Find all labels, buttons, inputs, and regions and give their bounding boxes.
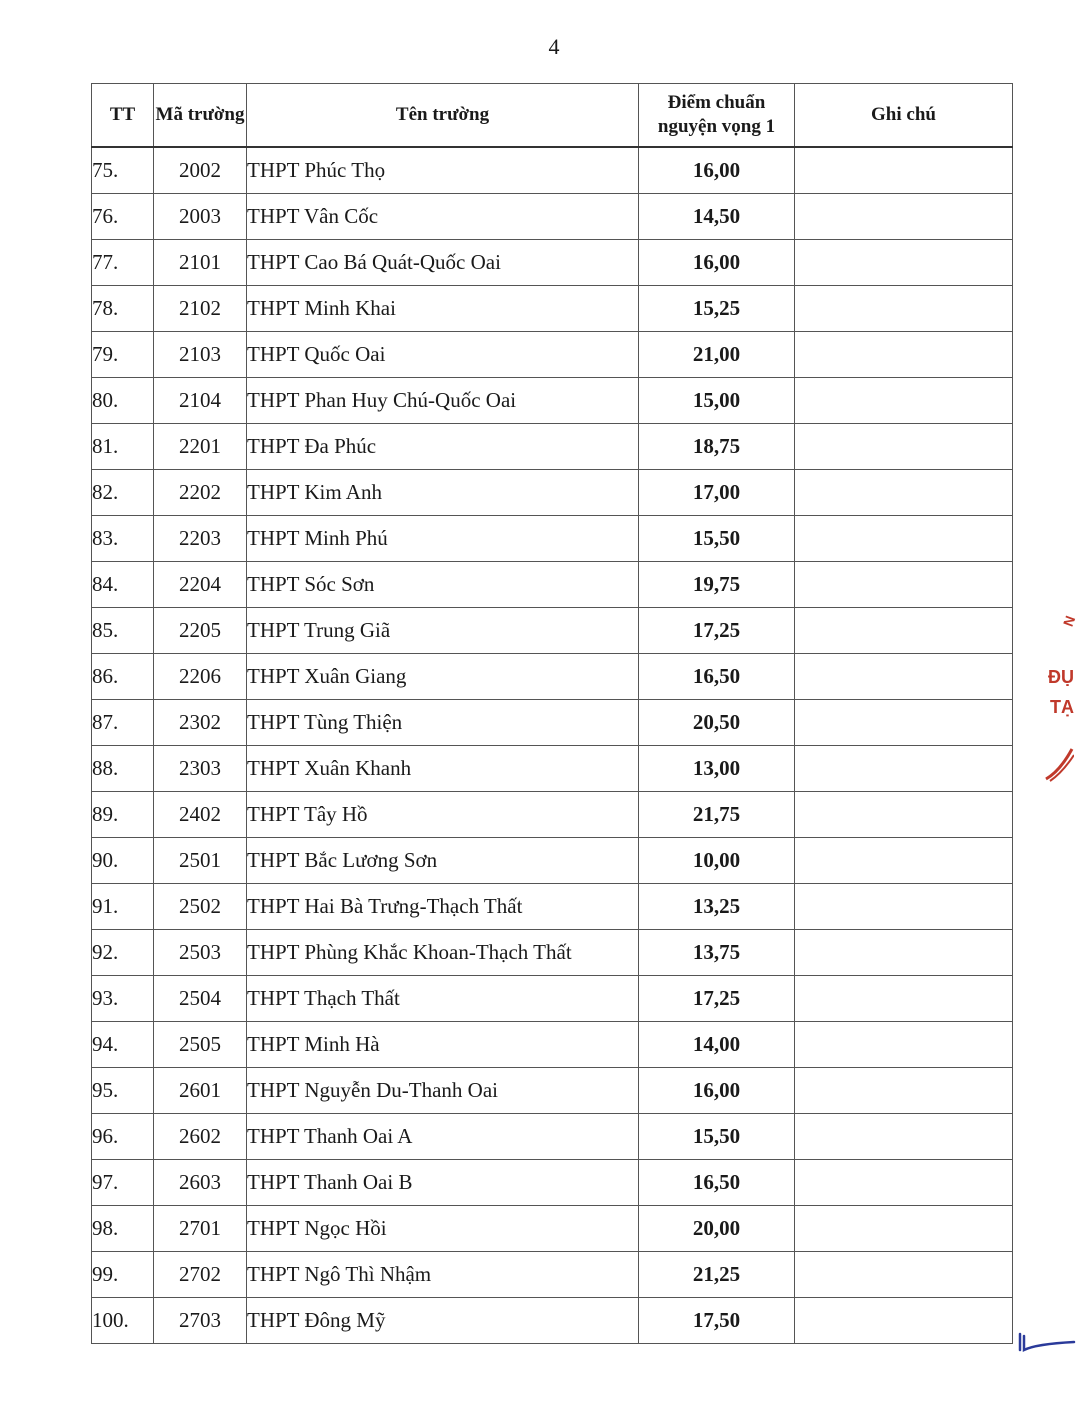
school-name: THPT Hai Bà Trưng-Thạch Thất [247, 884, 639, 930]
row-index: 94. [92, 1022, 154, 1068]
row-index: 77. [92, 240, 154, 286]
cutoff-score: 17,50 [639, 1298, 795, 1344]
row-index: 100. [92, 1298, 154, 1344]
stamp-fragment-text: N [1059, 613, 1079, 629]
school-name: THPT Ngô Thì Nhậm [247, 1252, 639, 1298]
cutoff-score: 17,00 [639, 470, 795, 516]
table-row [92, 332, 1013, 378]
cutoff-score: 17,25 [639, 608, 795, 654]
header-school-name: Tên trường [247, 84, 639, 148]
cutoff-score: 19,75 [639, 562, 795, 608]
school-name: THPT Sóc Sơn [247, 562, 639, 608]
school-name: THPT Thanh Oai B [247, 1160, 639, 1206]
school-code: 2602 [154, 1114, 247, 1160]
table-row [92, 1298, 1013, 1344]
school-name: THPT Phúc Thọ [247, 147, 639, 194]
row-index: 91. [92, 884, 154, 930]
row-index: 76. [92, 194, 154, 240]
cutoff-score: 14,00 [639, 1022, 795, 1068]
cutoff-score: 15,50 [639, 1114, 795, 1160]
school-name: THPT Xuân Giang [247, 654, 639, 700]
note-cell [795, 1206, 1013, 1252]
table-header-row [92, 84, 1013, 148]
school-code: 2501 [154, 838, 247, 884]
stamp-fragment-text: ĐỤ [1048, 667, 1074, 687]
school-code: 2302 [154, 700, 247, 746]
row-index: 90. [92, 838, 154, 884]
cutoff-score: 16,00 [639, 1068, 795, 1114]
school-code: 2002 [154, 147, 247, 194]
school-code: 2502 [154, 884, 247, 930]
school-name: THPT Thạch Thất [247, 976, 639, 1022]
row-index: 81. [92, 424, 154, 470]
school-name: THPT Minh Hà [247, 1022, 639, 1068]
row-index: 88. [92, 746, 154, 792]
row-index: 84. [92, 562, 154, 608]
table-row [92, 424, 1013, 470]
cutoff-score: 21,25 [639, 1252, 795, 1298]
school-code: 2701 [154, 1206, 247, 1252]
note-cell [795, 746, 1013, 792]
note-cell [795, 424, 1013, 470]
school-code: 2603 [154, 1160, 247, 1206]
table-row [92, 746, 1013, 792]
admission-scores-table [91, 83, 1013, 1344]
header-note: Ghi chú [795, 84, 1013, 148]
note-cell [795, 1252, 1013, 1298]
row-index: 97. [92, 1160, 154, 1206]
school-code: 2203 [154, 516, 247, 562]
school-code: 2703 [154, 1298, 247, 1344]
page-number: 4 [548, 34, 560, 59]
header-score: Điểm chuẩn nguyện vọng 1 [639, 84, 795, 148]
note-cell [795, 884, 1013, 930]
row-index: 92. [92, 930, 154, 976]
school-name: THPT Vân Cốc [247, 194, 639, 240]
school-name: THPT Thanh Oai A [247, 1114, 639, 1160]
cutoff-score: 20,50 [639, 700, 795, 746]
school-name: THPT Phùng Khắc Khoan-Thạch Thất [247, 930, 639, 976]
note-cell [795, 470, 1013, 516]
school-name: THPT Minh Phú [247, 516, 639, 562]
cutoff-score: 21,75 [639, 792, 795, 838]
cutoff-score: 13,00 [639, 746, 795, 792]
table-row [92, 562, 1013, 608]
school-code: 2503 [154, 930, 247, 976]
table-body [92, 147, 1013, 1344]
table-row [92, 147, 1013, 194]
school-code: 2601 [154, 1068, 247, 1114]
cutoff-score: 16,50 [639, 654, 795, 700]
school-name: THPT Xuân Khanh [247, 746, 639, 792]
row-index: 85. [92, 608, 154, 654]
row-index: 98. [92, 1206, 154, 1252]
cutoff-score: 17,25 [639, 976, 795, 1022]
school-name: THPT Nguyễn Du-Thanh Oai [247, 1068, 639, 1114]
row-index: 86. [92, 654, 154, 700]
row-index: 82. [92, 470, 154, 516]
school-name: THPT Trung Giã [247, 608, 639, 654]
table-row [92, 470, 1013, 516]
stamp-fragment-text: TẠ [1050, 697, 1074, 717]
table-row [92, 1252, 1013, 1298]
note-cell [795, 700, 1013, 746]
table-row [92, 1160, 1013, 1206]
note-cell [795, 608, 1013, 654]
school-code: 2206 [154, 654, 247, 700]
table-row [92, 1114, 1013, 1160]
school-code: 2505 [154, 1022, 247, 1068]
table-row [92, 608, 1013, 654]
school-code: 2204 [154, 562, 247, 608]
cutoff-score: 10,00 [639, 838, 795, 884]
row-index: 93. [92, 976, 154, 1022]
cutoff-score: 21,00 [639, 332, 795, 378]
note-cell [795, 930, 1013, 976]
note-cell [795, 378, 1013, 424]
school-name: THPT Đông Mỹ [247, 1298, 639, 1344]
header-school-code: Mã trường [154, 84, 247, 148]
note-cell [795, 240, 1013, 286]
cutoff-score: 16,50 [639, 1160, 795, 1206]
table-row [92, 976, 1013, 1022]
note-cell [795, 654, 1013, 700]
school-name: THPT Minh Khai [247, 286, 639, 332]
cutoff-score: 13,25 [639, 884, 795, 930]
signature-mark-icon [1016, 1330, 1076, 1354]
row-index: 83. [92, 516, 154, 562]
table-row [92, 700, 1013, 746]
cutoff-score: 15,50 [639, 516, 795, 562]
note-cell [795, 286, 1013, 332]
school-name: THPT Tùng Thiện [247, 700, 639, 746]
table-row [92, 1068, 1013, 1114]
red-stamp-fragment [1044, 605, 1079, 785]
school-name: THPT Đa Phúc [247, 424, 639, 470]
note-cell [795, 976, 1013, 1022]
school-code: 2504 [154, 976, 247, 1022]
table-row [92, 654, 1013, 700]
cutoff-score: 15,25 [639, 286, 795, 332]
stamp-arc-icon [1044, 743, 1074, 783]
school-name: THPT Ngọc Hồi [247, 1206, 639, 1252]
note-cell [795, 1022, 1013, 1068]
table-row [92, 516, 1013, 562]
row-index: 99. [92, 1252, 154, 1298]
table-row [92, 240, 1013, 286]
school-code: 2102 [154, 286, 247, 332]
school-code: 2402 [154, 792, 247, 838]
school-code: 2101 [154, 240, 247, 286]
table-row [92, 884, 1013, 930]
note-cell [795, 1298, 1013, 1344]
note-cell [795, 332, 1013, 378]
note-cell [795, 838, 1013, 884]
school-code: 2104 [154, 378, 247, 424]
row-index: 89. [92, 792, 154, 838]
cutoff-score: 18,75 [639, 424, 795, 470]
school-name: THPT Phan Huy Chú-Quốc Oai [247, 378, 639, 424]
cutoff-score: 16,00 [639, 147, 795, 194]
row-index: 79. [92, 332, 154, 378]
cutoff-score: 20,00 [639, 1206, 795, 1252]
note-cell [795, 194, 1013, 240]
school-name: THPT Kim Anh [247, 470, 639, 516]
row-index: 87. [92, 700, 154, 746]
school-code: 2003 [154, 194, 247, 240]
table-row [92, 792, 1013, 838]
note-cell [795, 1114, 1013, 1160]
header-tt: TT [92, 84, 154, 148]
note-cell [795, 1160, 1013, 1206]
row-index: 75. [92, 147, 154, 194]
school-code: 2702 [154, 1252, 247, 1298]
table-row [92, 930, 1013, 976]
row-index: 80. [92, 378, 154, 424]
school-code: 2202 [154, 470, 247, 516]
note-cell [795, 792, 1013, 838]
table-row [92, 378, 1013, 424]
cutoff-score: 14,50 [639, 194, 795, 240]
table-row [92, 1206, 1013, 1252]
note-cell [795, 1068, 1013, 1114]
school-code: 2103 [154, 332, 247, 378]
row-index: 96. [92, 1114, 154, 1160]
cutoff-score: 16,00 [639, 240, 795, 286]
table-row [92, 1022, 1013, 1068]
school-code: 2201 [154, 424, 247, 470]
school-code: 2205 [154, 608, 247, 654]
school-name: THPT Tây Hồ [247, 792, 639, 838]
school-name: THPT Bắc Lương Sơn [247, 838, 639, 884]
school-name: THPT Cao Bá Quát-Quốc Oai [247, 240, 639, 286]
table-row [92, 286, 1013, 332]
row-index: 95. [92, 1068, 154, 1114]
note-cell [795, 147, 1013, 194]
cutoff-score: 13,75 [639, 930, 795, 976]
note-cell [795, 516, 1013, 562]
table-row [92, 838, 1013, 884]
school-name: THPT Quốc Oai [247, 332, 639, 378]
school-code: 2303 [154, 746, 247, 792]
note-cell [795, 562, 1013, 608]
table-row [92, 194, 1013, 240]
row-index: 78. [92, 286, 154, 332]
cutoff-score: 15,00 [639, 378, 795, 424]
